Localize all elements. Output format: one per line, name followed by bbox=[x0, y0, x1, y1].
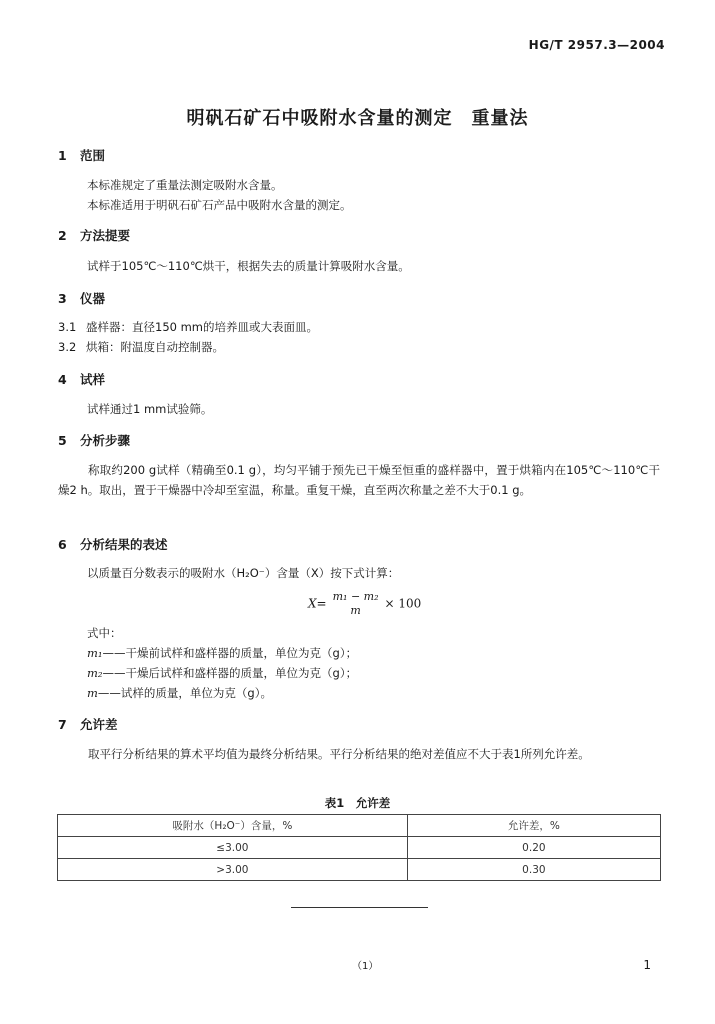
variable-symbol: m₁ bbox=[87, 646, 103, 660]
section-number: 2 bbox=[58, 228, 67, 243]
item-text: 烘箱：附温度自动控制器。 bbox=[86, 340, 224, 354]
variable-symbol: m₂ bbox=[87, 666, 103, 680]
section-3-heading bbox=[58, 289, 105, 307]
paragraph: 试样通过1 mm试验筛。 bbox=[87, 402, 213, 416]
variable-text: ——干燥前试样和盛样器的质量，单位为克（g）； bbox=[102, 646, 358, 660]
item-text: 盛样器：直径150 mm的培养皿或大表面皿。 bbox=[86, 320, 319, 334]
variable-text: ——干燥后试样和盛样器的质量，单位为克（g）； bbox=[102, 666, 358, 680]
standard-code: HG/T 2957.3—2004 bbox=[528, 38, 665, 52]
section-number: 5 bbox=[58, 433, 67, 448]
section-number: 7 bbox=[58, 717, 67, 732]
section-4-heading bbox=[58, 370, 105, 388]
table-header: 允许差，% bbox=[407, 815, 660, 837]
paragraph: 以质量百分数表示的吸附水（H₂O⁻）含量（X）按下式计算： bbox=[87, 566, 400, 580]
table-cell: 0.20 bbox=[407, 837, 660, 859]
variable-symbol: m bbox=[87, 686, 98, 700]
section-number: 6 bbox=[58, 537, 67, 552]
paragraph: 取平行分析结果的算术平均值为最终分析结果。平行分析结果的绝对差值应不大于表1所列允许差。 bbox=[88, 747, 590, 761]
section-2-heading bbox=[58, 226, 130, 244]
formula-numerator: m₁ − m₂ bbox=[332, 590, 379, 603]
table-row bbox=[58, 859, 661, 881]
section-title: 试样 bbox=[80, 372, 106, 387]
paragraph: 称取约200 g试样（精确至0.1 g），均匀平铺于预先已干燥至恒重的盛样器中，置于烘箱内在105℃～110℃干燥2 h。取出，置于干燥器中冷却至室温，称量。重复干燥，直至两次称量之差不大于0.1 g。 bbox=[58, 463, 660, 497]
list-item bbox=[58, 318, 318, 336]
table-header: 吸附水（H₂O⁻）含量，% bbox=[58, 815, 408, 837]
table-caption: 表1 允许差 bbox=[324, 796, 391, 810]
paragraph: 本标准规定了重量法测定吸附水含量。 bbox=[87, 178, 283, 192]
section-number: 1 bbox=[58, 148, 67, 163]
page-mark: （1） bbox=[352, 961, 379, 972]
section-7-heading bbox=[58, 715, 118, 733]
table-cell: >3.00 bbox=[58, 859, 408, 881]
item-number: 3.2 bbox=[58, 340, 77, 354]
formula-fraction bbox=[331, 590, 381, 618]
variable-text: ——试样的质量，单位为克（g）。 bbox=[97, 686, 272, 700]
list-item bbox=[58, 338, 224, 356]
section-title: 允许差 bbox=[80, 717, 118, 732]
variable-definition bbox=[87, 684, 272, 702]
table-cell: ≤3.00 bbox=[58, 837, 408, 859]
where-label: 式中： bbox=[87, 626, 122, 640]
section-6-heading bbox=[58, 535, 168, 553]
formula-equals: = bbox=[316, 596, 327, 611]
formula bbox=[308, 590, 421, 618]
tolerance-table bbox=[57, 814, 661, 881]
section-1-heading bbox=[58, 146, 105, 164]
variable-definition bbox=[87, 644, 357, 662]
page-title: 明矾石矿石中吸附水含量的测定 重量法 bbox=[186, 108, 529, 129]
section-title: 分析步骤 bbox=[80, 433, 131, 448]
section-title: 方法提要 bbox=[80, 228, 131, 243]
item-number: 3.1 bbox=[58, 320, 77, 334]
page-number: 1 bbox=[643, 958, 651, 972]
section-title: 范围 bbox=[80, 148, 106, 163]
section-number: 4 bbox=[58, 372, 67, 387]
formula-times: × 100 bbox=[384, 596, 422, 611]
table-cell: 0.30 bbox=[407, 859, 660, 881]
paragraph: 试样于105℃～110℃烘干，根据失去的质量计算吸附水含量。 bbox=[87, 259, 410, 273]
formula-lhs: X bbox=[308, 596, 317, 611]
table-header-row bbox=[58, 815, 661, 837]
formula-denominator: m bbox=[350, 604, 361, 617]
section-number: 3 bbox=[58, 291, 67, 306]
table-row bbox=[58, 837, 661, 859]
paragraph: 本标准适用于明矾石矿石产品中吸附水含量的测定。 bbox=[87, 198, 352, 212]
variable-definition bbox=[87, 664, 357, 682]
section-title: 仪器 bbox=[80, 291, 106, 306]
section-title: 分析结果的表述 bbox=[80, 537, 168, 552]
footer-divider bbox=[291, 907, 428, 908]
section-5-heading bbox=[58, 431, 130, 449]
